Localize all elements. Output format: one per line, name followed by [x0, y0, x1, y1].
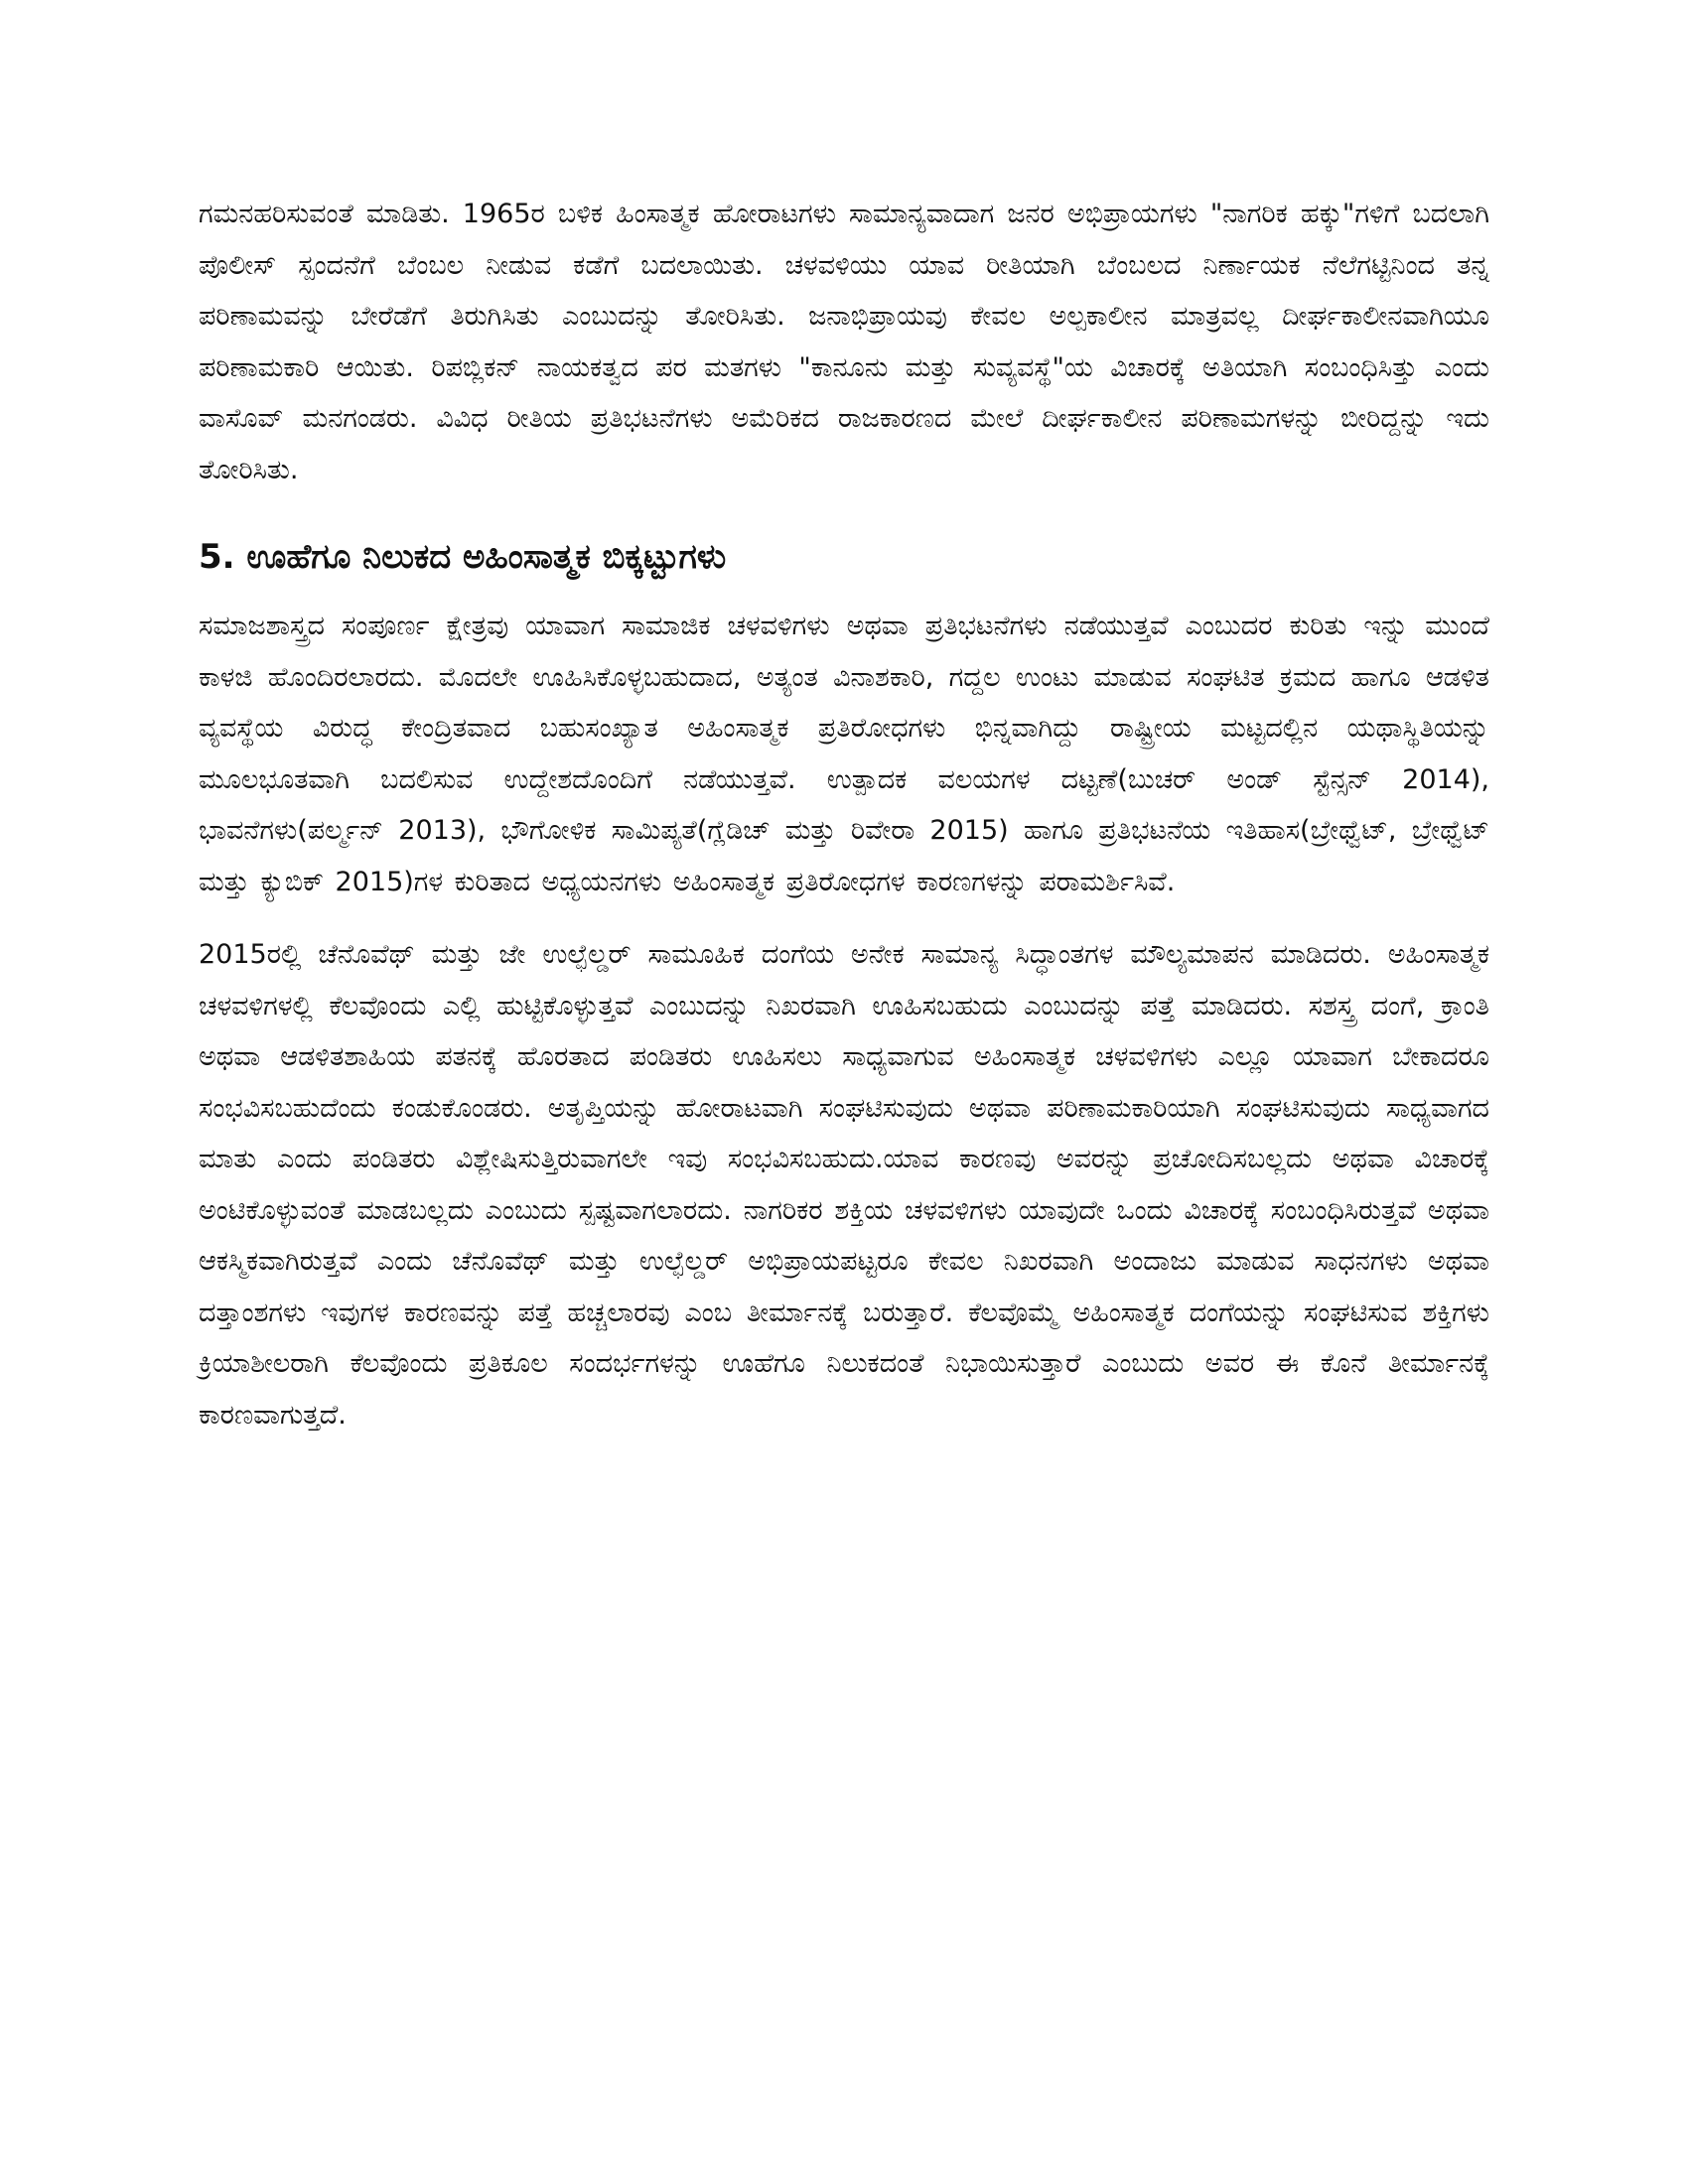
body-paragraph-1: ಗಮನಹರಿಸುವಂತೆ ಮಾಡಿತು. 1965ರ ಬಳಿಕ ಹಿಂಸಾತ್ಮಕ ಹೋರಾಟಗಳು ಸಾಮಾನ್ಯವಾದಾಗ ಜನರ ಅಭಿಪ್ರಾಯಗಳು "ನಾಗರಿಕ ಹಕ್ಕು"ಗಳಿಗೆ ಬದಲಾಗಿ ಪೊಲೀಸ್ ಸ್ಪಂದನೆಗೆ ಬೆಂಬಲ ನೀಡುವ ಕಡೆಗೆ ಬದಲಾಯಿತು. ಚಳವಳಿಯು ಯಾವ ರೀತಿಯಾಗಿ ಬೆಂಬಲದ ನಿರ್ಣಾಯಕ ನೆಲೆಗಟ್ಟಿನಿಂದ ತನ್ನ ಪರಿಣಾಮವನ್ನು ಬೇರೆಡೆಗೆ ತಿರುಗಿಸಿತು ಎಂಬುದನ್ನು ತೋರಿಸಿತು. ಜನಾಭಿಪ್ರಾಯವು ಕೇವಲ ಅಲ್ಪಕಾಲೀನ ಮಾತ್ರವಲ್ಲ ದೀರ್ಘಕಾಲೀನವಾಗಿಯೂ ಪರಿಣಾಮಕಾರಿ ಆಯಿತು. ರಿಪಬ್ಲಿಕನ್ ನಾಯಕತ್ವದ ಪರ ಮತಗಳು "ಕಾನೂನು ಮತ್ತು ಸುವ್ಯವಸ್ಥೆ"ಯ ವಿಚಾರಕ್ಕೆ ಅತಿಯಾಗಿ ಸಂಬಂಧಿಸಿತ್ತು ಎಂದು ವಾಸೊವ್ ಮನಗಂಡರು. ವಿವಿಧ ರೀತಿಯ ಪ್ರತಿಭಟನೆಗಳು ಅಮೆರಿಕದ ರಾಜಕಾರಣದ ಮೇಲೆ ದೀರ್ಘಕಾಲೀನ ಪರಿಣಾಮಗಳನ್ನು ಬೀರಿದ್ದನ್ನು ಇದು ತೋರಿಸಿತು. [199, 199, 1489, 485]
body-paragraph-3: 2015ರಲ್ಲಿ ಚೆನೊವೆಥ್ ಮತ್ತು ಜೇ ಉಲ್ಫೆಲ್ಡರ್ ಸಾಮೂಹಿಕ ದಂಗೆಯ ಅನೇಕ ಸಾಮಾನ್ಯ ಸಿದ್ಧಾಂತಗಳ ಮೌಲ್ಯಮಾಪನ ಮಾಡಿದರು. ಅಹಿಂಸಾತ್ಮಕ ಚಳವಳಿಗಳಲ್ಲಿ ಕೆಲವೊಂದು ಎಲ್ಲಿ ಹುಟ್ಟಿಕೊಳ್ಳುತ್ತವೆ ಎಂಬುದನ್ನು ನಿಖರವಾಗಿ ಊಹಿಸಬಹುದು ಎಂಬುದನ್ನು ಪತ್ತೆ ಮಾಡಿದರು. ಸಶಸ್ತ್ರ ದಂಗೆ, ಕ್ರಾಂತಿ ಅಥವಾ ಆಡಳಿತಶಾಹಿಯ ಪತನಕ್ಕೆ ಹೊರತಾದ ಪಂಡಿತರು ಊಹಿಸಲು ಸಾಧ್ಯವಾಗುವ ಅಹಿಂಸಾತ್ಮಕ ಚಳವಳಿಗಳು ಎಲ್ಲೂ ಯಾವಾಗ ಬೇಕಾದರೂ ಸಂಭವಿಸಬಹುದೆಂದು ಕಂಡುಕೊಂಡರು. ಅತೃಪ್ತಿಯನ್ನು ಹೋರಾಟವಾಗಿ ಸಂಘಟಿಸುವುದು ಅಥವಾ ಪರಿಣಾಮಕಾರಿಯಾಗಿ ಸಂಘಟಿಸುವುದು ಸಾಧ್ಯವಾಗದ ಮಾತು ಎಂದು ಪಂಡಿತರು ವಿಶ್ಲೇಷಿಸುತ್ತಿರುವಾಗಲೇ ಇವು ಸಂಭವಿಸಬಹುದು.ಯಾವ ಕಾರಣವು ಅವರನ್ನು ಪ್ರಚೋದಿಸಬಲ್ಲದು ಅಥವಾ ವಿಚಾರಕ್ಕೆ ಅಂಟಿಕೊಳ್ಳುವಂತೆ ಮಾಡಬಲ್ಲದು ಎಂಬುದು ಸ್ಪಷ್ಟವಾಗಲಾರದು. ನಾಗರಿಕರ ಶಕ್ತಿಯ ಚಳವಳಿಗಳು ಯಾವುದೇ ಒಂದು ವಿಚಾರಕ್ಕೆ ಸಂಬಂಧಿಸಿರುತ್ತವೆ ಅಥವಾ ಆಕಸ್ಮಿಕವಾಗಿರುತ್ತವೆ ಎಂದು ಚೆನೊವೆಥ್ ಮತ್ತು ಉಲ್ಫೆಲ್ಡರ್ ಅಭಿಪ್ರಾಯಪಟ್ಟರೂ ಕೇವಲ ನಿಖರವಾಗಿ ಅಂದಾಜು ಮಾಡುವ ಸಾಧನಗಳು ಅಥವಾ ದತ್ತಾಂಶಗಳು ಇವುಗಳ ಕಾರಣವನ್ನು ಪತ್ತೆ ಹಚ್ಚಲಾರವು ಎಂಬ ತೀರ್ಮಾನಕ್ಕೆ ಬರುತ್ತಾರೆ. ಕೆಲವೊಮ್ಮೆ ಅಹಿಂಸಾತ್ಮಕ ದಂಗೆಯನ್ನು ಸಂಘಟಿಸುವ ಶಕ್ತಿಗಳು ಕ್ರಿಯಾಶೀಲರಾಗಿ ಕೆಲವೊಂದು ಪ್ರತಿಕೂಲ ಸಂದರ್ಭಗಳನ್ನು ಊಹೆಗೂ ನಿಲುಕದಂತೆ ನಿಭಾಯಿಸುತ್ತಾರೆ ಎಂಬುದು ಅವರ ಈ ಕೊನೆ ತೀರ್ಮಾನಕ್ಕೆ ಕಾರಣವಾಗುತ್ತದೆ. [199, 939, 1489, 1431]
document-page [199, 189, 1489, 1440]
body-paragraph-2: ಸಮಾಜಶಾಸ್ತ್ರದ ಸಂಪೂರ್ಣ ಕ್ಷೇತ್ರವು ಯಾವಾಗ ಸಾಮಾಜಿಕ ಚಳವಳಿಗಳು ಅಥವಾ ಪ್ರತಿಭಟನೆಗಳು ನಡೆಯುತ್ತವೆ ಎಂಬುದರ ಕುರಿತು ಇನ್ನು ಮುಂದೆ ಕಾಳಜಿ ಹೊಂದಿರಲಾರದು. ಮೊದಲೇ ಊಹಿಸಿಕೊಳ್ಳಬಹುದಾದ, ಅತ್ಯಂತ ವಿನಾಶಕಾರಿ, ಗದ್ದಲ ಉಂಟು ಮಾಡುವ ಸಂಘಟಿತ ಕ್ರಮದ ಹಾಗೂ ಆಡಳಿತ ವ್ಯವಸ್ಥೆಯ ವಿರುದ್ಧ ಕೇಂದ್ರಿತವಾದ ಬಹುಸಂಖ್ಯಾತ ಅಹಿಂಸಾತ್ಮಕ ಪ್ರತಿರೋಧಗಳು ಭಿನ್ನವಾಗಿದ್ದು ರಾಷ್ಟ್ರೀಯ ಮಟ್ಟದಲ್ಲಿನ ಯಥಾಸ್ಥಿತಿಯನ್ನು ಮೂಲಭೂತವಾಗಿ ಬದಲಿಸುವ ಉದ್ದೇಶದೊಂದಿಗೆ ನಡೆಯುತ್ತವೆ. ಉತ್ಪಾದಕ ವಲಯಗಳ ದಟ್ಟಣೆ(ಬುಚರ್ ಅಂಡ್ ಸ್ಟೆನ್ಸನ್ 2014), ಭಾವನೆಗಳು(ಪರ್ಲ್ಮನ್ 2013), ಭೌಗೋಳಿಕ ಸಾಮಿಪ್ಯತೆ(ಗ್ಲೆಡಿಚ್ ಮತ್ತು ರಿವೇರಾ 2015) ಹಾಗೂ ಪ್ರತಿಭಟನೆಯ ಇತಿಹಾಸ(ಬ್ರೇಥ್ವೆಟ್, ಬ್ರೇಥ್ವೆಟ್ ಮತ್ತು ಕ್ಯುಬಿಕ್ 2015)ಗಳ ಕುರಿತಾದ ಅಧ್ಯಯನಗಳು ಅಹಿಂಸಾತ್ಮಕ ಪ್ರತಿರೋಧಗಳ ಕಾರಣಗಳನ್ನು ಪರಾಮರ್ಶಿಸಿವೆ. [199, 611, 1489, 897]
section-heading: 5. ಊಹೆಗೂ ನಿಲುಕದ ಅಹಿಂಸಾತ್ಮಕ ಬಿಕ್ಕಟ್ಟುಗಳು [199, 537, 727, 577]
